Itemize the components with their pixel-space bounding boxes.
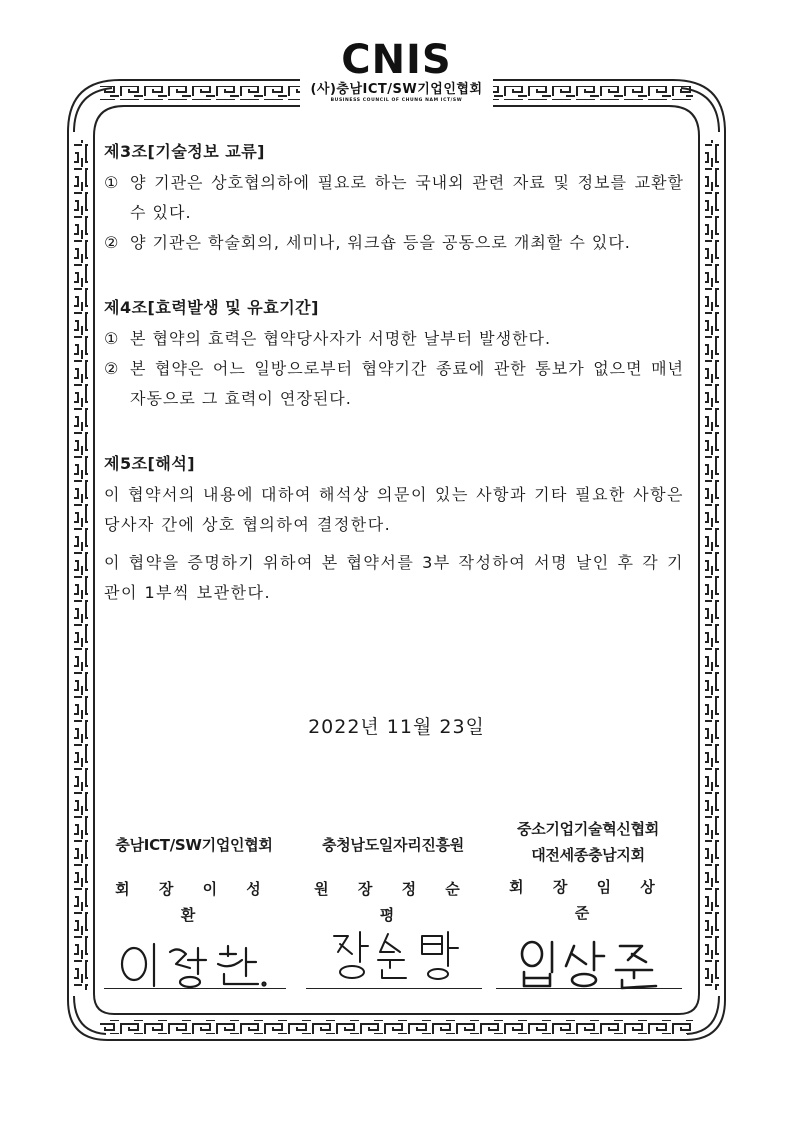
representative-name: 원 장 정 순 평: [314, 880, 472, 924]
signatory-1: [104, 832, 284, 928]
handwritten-signature-1: [108, 930, 278, 990]
article-title: 제3조[기술정보 교류]: [104, 142, 265, 161]
clause-number: ①: [104, 173, 120, 192]
signatory-2: [303, 832, 483, 928]
paragraph: 이 협약을 증명하기 위하여 본 협약서를 3부 작성하여 서명 날인 후 각 기관이 1부씩 보관한다.: [104, 553, 684, 602]
agreement-body: [104, 140, 684, 646]
logo-wordmark: CNIS: [341, 37, 452, 83]
clause-text: 양 기관은 학술회의, 세미나, 워크숍 등을 공동으로 개최할 수 있다.: [130, 233, 631, 252]
clause-text: 본 협약은 어느 일방으로부터 협약기간 종료에 관한 통보가 없으면 매년 자동으로 그 효력이 연장된다.: [130, 359, 684, 408]
clause-number: ②: [104, 359, 120, 378]
clause: [104, 228, 684, 258]
signature-line: [306, 988, 482, 989]
signatory-3: [498, 816, 678, 926]
clause-text: 양 기관은 상호협의하에 필요로 하는 국내외 관련 자료 및 정보를 교환할 수 있다.: [130, 173, 684, 222]
handwritten-signature-2: [318, 922, 478, 984]
clause: [104, 354, 684, 414]
article-title: 제4조[효력발생 및 유효기간]: [104, 298, 319, 317]
handwritten-signature-3: [512, 932, 672, 990]
organization-name: 중소기업기술혁신협회: [517, 820, 659, 838]
paragraph: 이 협약서의 내용에 대하여 해석상 의문이 있는 사항과 기타 필요한 사항은 당사자 간에 상호 협의하여 결정한다.: [104, 485, 684, 534]
clause-number: ②: [104, 233, 120, 252]
clause: [104, 324, 684, 354]
article-3: [104, 140, 684, 258]
agreement-date: 2022년 11월 23일: [308, 716, 485, 738]
logo-english: BUSINESS COUNCIL OF CHUNG NAM ICT/SW: [330, 98, 463, 103]
organization-branch: 대전세종충남지회: [531, 846, 645, 864]
clause-number: ①: [104, 329, 120, 348]
article-4: [104, 296, 684, 414]
representative-name: 회 장 이 성 환: [115, 880, 273, 924]
organization-name: 충남ICT/SW기업인협회: [115, 836, 273, 854]
representative-name: 회 장 임 상 준: [509, 878, 667, 922]
clause-text: 본 협약의 효력은 협약당사자가 서명한 날부터 발생한다.: [130, 329, 552, 348]
clause: [104, 168, 684, 228]
logo-subtitle: (사)충남ICT/SW기업인협회: [310, 82, 483, 97]
article-5: [104, 452, 684, 608]
article-title: 제5조[해석]: [104, 454, 196, 473]
association-logo: [0, 38, 793, 105]
organization-name: 충청남도일자리진흥원: [322, 836, 464, 854]
